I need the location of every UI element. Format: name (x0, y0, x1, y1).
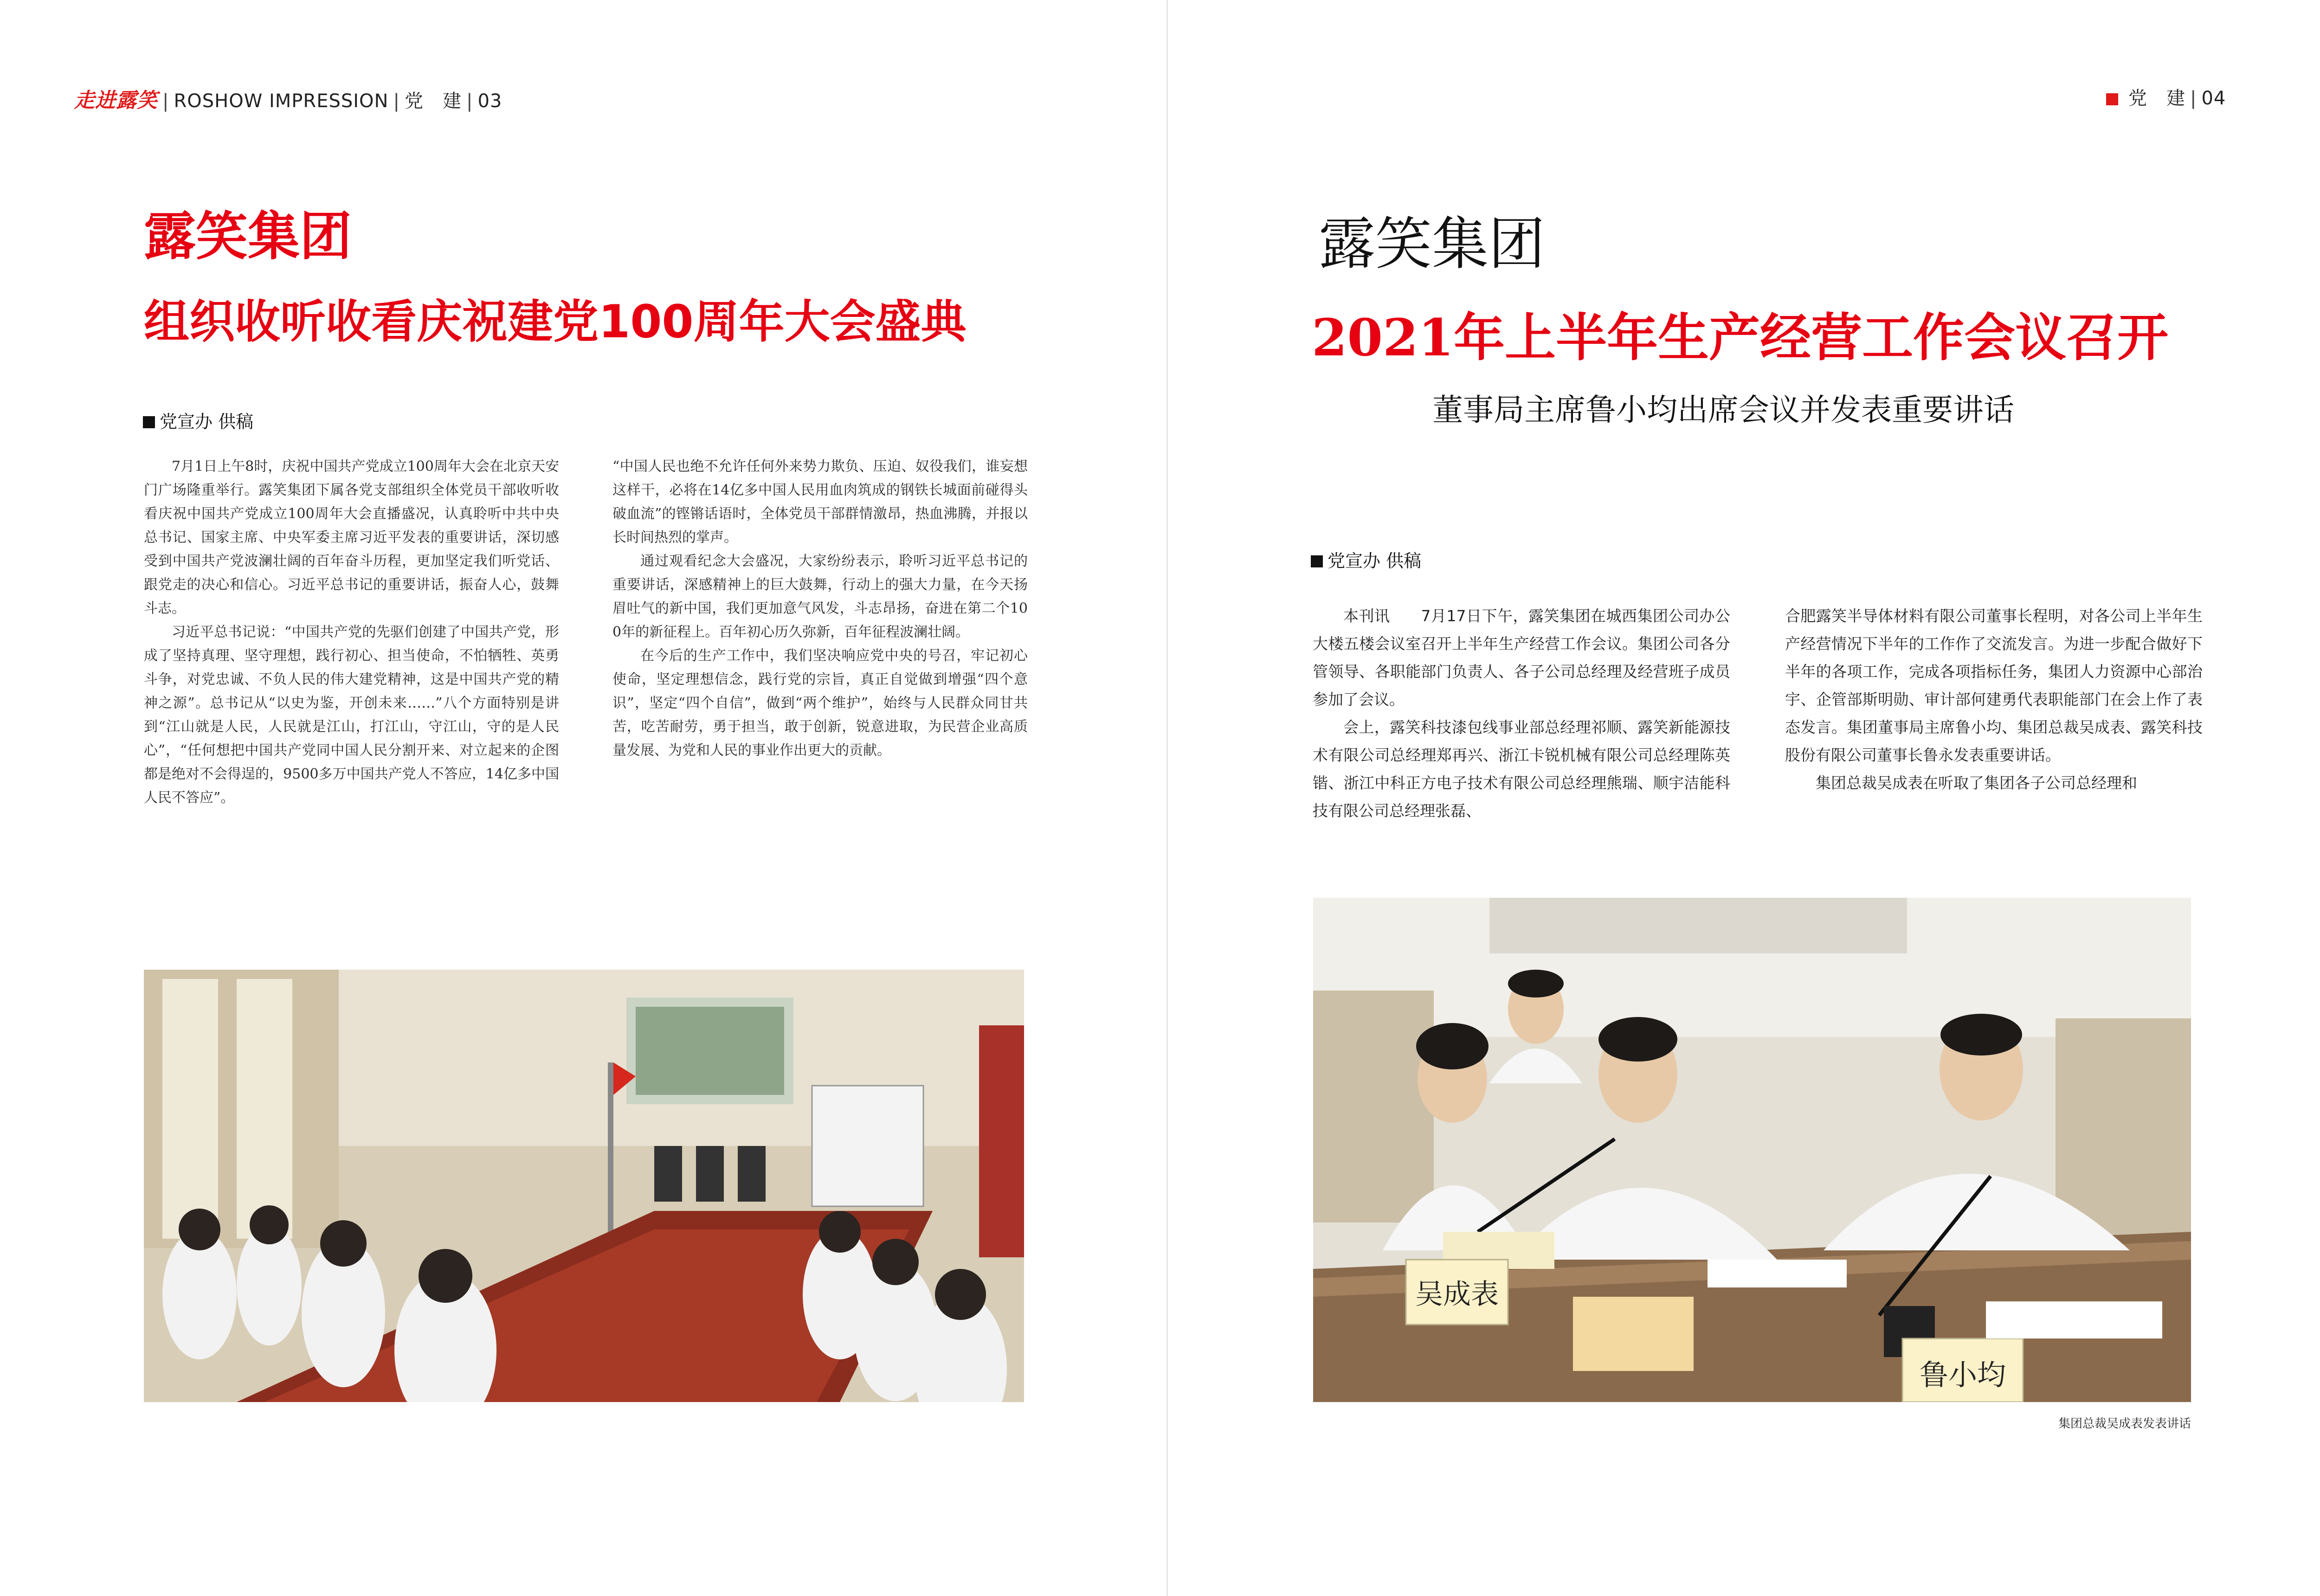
article-column-1 (1313, 602, 1730, 825)
paragraph: 合肥露笑半导体材料有限公司董事长程明，对各公司上半年生产经营情况下半年的工作作了交流发言。为进一步配合做好下半年的各项工作，完成各项指标任务，集团人力资源中心部治宇、企管部斯明勋、审计部何建勇代表职能部门在会上作了表态发言。集团董事局主席鲁小均、集团总裁吴成表、露笑科技股份有限公司董事长鲁永发表重要讲话。 (1785, 607, 2203, 764)
byline-text: 党宣办 供稿 (1328, 551, 1422, 571)
red-square-icon (2106, 93, 2118, 105)
nameplate-lu-xiaojun: 鲁小均 (1919, 1358, 2006, 1392)
paragraph: 本刊讯 7月17日下午，露笑集团在城西集团公司办公大楼五楼会议室召开上半年生产经营工作会议。集团公司各分管领导、各职能部门负责人、各子公司总经理及经营班子成员参加了会议。 (1313, 607, 1730, 708)
article-column-1 (144, 455, 559, 810)
paragraph: 习近平总书记说：“中国共产党的先驱们创建了中国共产党，形成了坚持真理、坚守理想，践行初心、担当使命，不怕牺牲、英勇斗争，对党忠诚、不负人民的伟大建党精神，这是中国共产党的精神之源”。总书记从“以史为鉴，开创未来……”八个方面特别是讲到“江山就是人民，人民就是江山，打江山，守江山，守的是人民心”，“任何想把中国共产党同中国人民分割开来、对立起来的企图都是绝对不会得逞的，9500多万中国共产党人不答应，14亿多中国人民不答应”。 (144, 624, 559, 806)
byline (143, 407, 253, 433)
article-column-2 (612, 455, 1028, 762)
brand-name: ROSHOW IMPRESSION (174, 90, 389, 112)
byline-text: 党宣办 供稿 (160, 412, 254, 432)
paragraph: 通过观看纪念大会盛况，大家纷纷表示，聆听习近平总书记的重要讲话，深感精神上的巨大鼓舞，行动上的强大力量，在今天扬眉吐气的新中国，我们更加意气风发，斗志昂扬，奋进在第二个100年的新征程上。百年初心历久弥新，百年征程波澜壮阔。 (612, 553, 1028, 640)
section-label: 党 建 (2128, 88, 2185, 109)
photo-caption: 集团总裁吴成表发表讲话 (2058, 1417, 2191, 1431)
meeting-room-photo (144, 970, 1024, 1402)
conference-photo (1313, 898, 2191, 1402)
brand-logo: 走进露笑 (74, 89, 158, 112)
right-page-header: 党 建 | 04 (2106, 84, 2226, 110)
bullet-square-icon (1311, 555, 1323, 567)
article-subtitle: 董事局主席鲁小均出席会议并发表重要讲话 (1432, 392, 2014, 428)
paragraph: 集团总裁吴成表在听取了集团各子公司总经理和 (1816, 774, 2137, 792)
article-title-line2: 2021年上半年生产经营工作会议召开 (1312, 308, 2169, 367)
byline (1311, 547, 1421, 572)
article-column-2 (1785, 602, 2203, 797)
article-title-line1: 露笑集团 (144, 206, 352, 267)
article-title-line2: 组织收听收看庆祝建党100周年大会盛典 (144, 296, 967, 348)
paragraph: 7月1日上午8时，庆祝中国共产党成立100周年大会在北京天安门广场隆重举行。露笑集团下属各党支部组织全体党员干部收听收看庆祝中国共产党成立100周年大会直播盛况，认真聆听中共中央总书记、国家主席、中央军委主席习近平发表的重要讲话，深切感受到中国共产党波澜壮阔的百年奋斗历程，更加坚定我们听党话、跟党走的决心和信心。习近平总书记的重要讲话，振奋人心，鼓舞斗志。 (144, 458, 559, 617)
page-number: 04 (2201, 88, 2226, 109)
paragraph: 会上，露笑科技漆包线事业部总经理祁顺、露笑新能源技术有限公司总经理郑再兴、浙江卡锐机械有限公司总经理陈英锴、浙江中科正方电子技术有限公司总经理熊瑞、顺宇洁能科技有限公司总经理张磊、 (1313, 718, 1730, 820)
nameplate-wu-chengbiao: 吴成表 (1415, 1278, 1499, 1311)
paragraph: “中国人民也绝不允许任何外来势力欺负、压迫、奴役我们，谁妄想这样干，必将在14亿多中国人民用血肉筑成的钢铁长城面前碰得头破血流”的铿锵话语时，全体党员干部群情激昂，热血沸腾，并报以长时间热烈的掌声。 (612, 458, 1028, 546)
bullet-square-icon (143, 416, 155, 428)
right-page (1168, 0, 2320, 1596)
page-number: 03 (477, 90, 503, 112)
section-label: 党 建 (404, 90, 462, 112)
paragraph: 在今后的生产工作中，我们坚决响应党中央的号召，牢记初心使命，坚定理想信念，践行党的宗旨，真正自觉做到增强“四个意识”，坚定“四个自信”，做到“两个维护”，始终与人民群众同甘共苦，吃苦耐劳，勇于担当，敢于创新，锐意进取，为民营企业高质量发展、为党和人民的事业作出更大的贡献。 (612, 648, 1028, 759)
article-title-line1: 露笑集团 (1319, 211, 1545, 277)
left-page-header: 走进露笑 | ROSHOW IMPRESSION | 党 建 | 03 (74, 89, 503, 112)
